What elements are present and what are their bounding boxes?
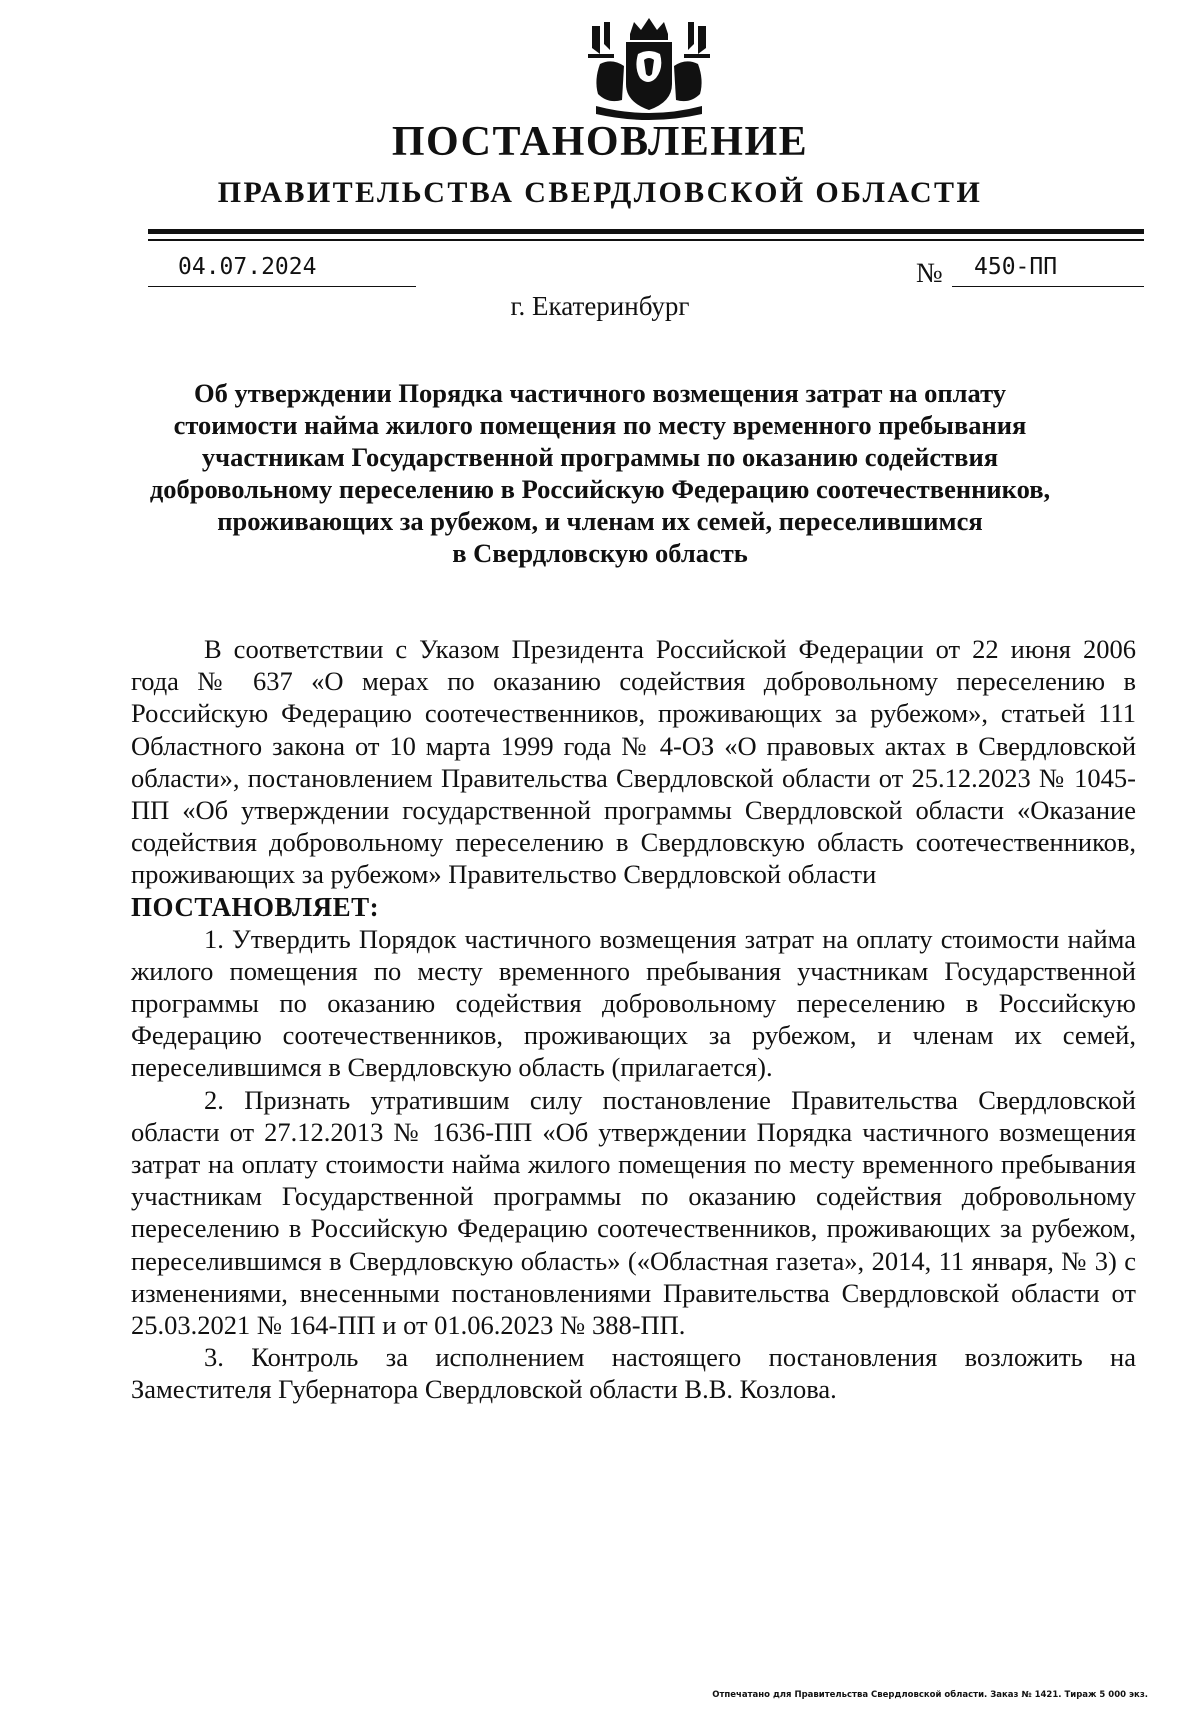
title-line: стоимости найма жилого помещения по месту временного пребывания (173, 410, 1027, 440)
title-line: в Свердловскую область (452, 538, 748, 568)
header-divider-thin (148, 239, 1144, 241)
issue-city: г. Екатеринбург (510, 291, 690, 321)
document-number-field (952, 254, 1144, 287)
header-divider-thick (148, 229, 1144, 234)
title-line: Об утверждении Порядка частичного возмещения затрат на оплату (193, 378, 1007, 408)
document-type-heading: ПОСТАНОВЛЕНИЕ (391, 119, 809, 165)
document-number: 450-ПП (974, 254, 1058, 280)
title-line: добровольному переселению в Российскую Федерацию соотечественников, (149, 474, 1051, 504)
decree-word: ПОСТАНОВЛЯЕТ: (131, 891, 380, 922)
issuer-heading: ПРАВИТЕЛЬСТВА СВЕРДЛОВСКОЙ ОБЛАСТИ (217, 176, 983, 209)
title-line: участникам Государственной программы по оказанию содействия (201, 442, 999, 472)
document-date-field (148, 254, 416, 287)
document-date: 04.07.2024 (178, 254, 317, 280)
preamble-paragraph: В соответствии с Указом Президента Российской Федерации от 22 июня 2006 года № 637 «О мерах по оказанию содействия добровольному переселению в Российскую Федерацию соотечественников, проживающих за рубежом», статьей 111 Областного закона от 10 марта 1999 года № 4-ОЗ «О правовых актах в Свердловской области», постановлением Правительства Свердловской области от 25.12.2023 № 1045-ПП «Об утверждении государственной программы Свердловской области «Оказание содействия добровольному переселению в Свердловскую область соотечественников, проживающих за рубежом» Правительство Свердловской области (131, 634, 1136, 890)
title-line: проживающих за рубежом, и членам их семей, переселившимся (217, 506, 983, 536)
item-3-paragraph: 3. Контроль за исполнением настоящего постановления возложить на Заместителя Губернатора Свердловской области В.В. Козлова. (131, 1342, 1136, 1405)
number-sign: № (916, 258, 943, 289)
document-body (131, 633, 1136, 1406)
item-1-paragraph: 1. Утвердить Порядок частичного возмещения затрат на оплату стоимости найма жилого помещения по месту временного пребывания участникам Государственной программы по оказанию содействия добровольному переселению в Российскую Федерацию соотечественников, проживающих за рубежом, и членам их семей, переселившимся в Свердловскую область (прилагается). (131, 923, 1136, 1083)
document-title (140, 377, 1060, 569)
item-2-paragraph: 2. Признать утратившим силу постановление Правительства Свердловской области от 27.12.2013 № 1636-ПП «Об утверждении Порядка частичного возмещения затрат на оплату стоимости найма жилого помещения по месту временного пребывания участникам Государственной программы по оказанию содействия добровольному переселению в Российскую Федерацию соотечественников, проживающих за рубежом, переселившимся в Свердловскую область» («Областная газета», 2014, 11 января, № 3) с изменениями, внесенными постановлениями Правительства Свердловской области от 25.03.2021 № 164-ПП и от 01.06.2023 № 388-ПП. (131, 1084, 1136, 1341)
coat-of-arms-icon (578, 14, 720, 122)
print-imprint: Отпечатано для Правительства Свердловской области. Заказ № 1421. Тираж 5 000 экз. (712, 1690, 1148, 1700)
